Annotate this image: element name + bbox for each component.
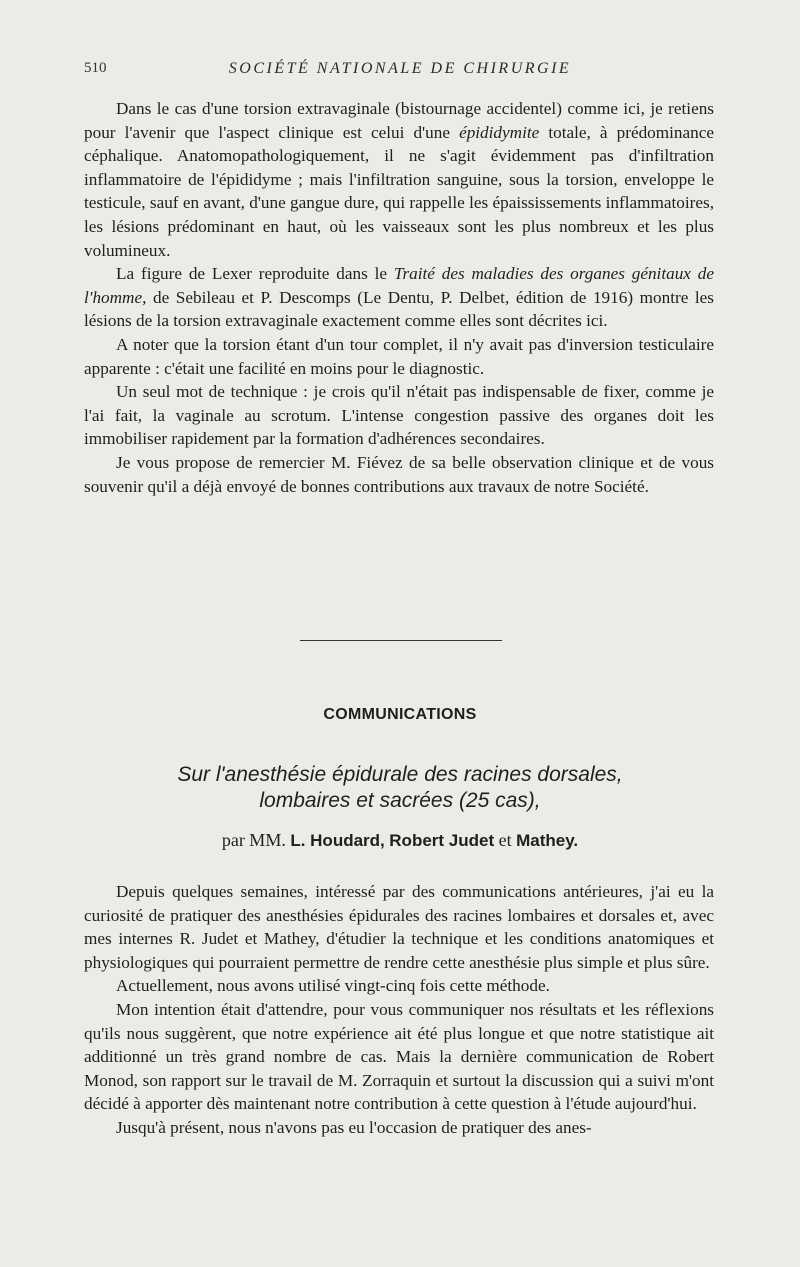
book-title: Traité des maladies des organes génitaux de l'homme, (84, 264, 714, 307)
running-head (84, 60, 716, 82)
paragraph: Actuellement, nous avons utilisé vingt-cinq fois cette méthode. (116, 976, 550, 996)
text-run: Dans le cas d'une torsion extravaginale (bistournage accidentel) comme ici, je retiens pour l'avenir que l'aspect clinique est celui d'une (84, 99, 714, 142)
authors-prefix: par MM. (221, 830, 291, 850)
paragraph: Jusqu'à présent, nous n'avons pas eu l'occasion de pratiquer des anes- (116, 1117, 592, 1137)
italic-term: épididymite (459, 122, 540, 142)
author-name: Mathey. (516, 831, 579, 850)
paragraph: Un seul mot de technique : je crois qu'il n'était pas indispensable de fixer, comme je l'ai fait, la vaginale au scrotum. L'intense congestion passive des organes doit les immobiliser rapidement par la formation d'adhérences secondaires. (84, 382, 714, 449)
text-run: La figure de Lexer reproduite dans le (116, 264, 394, 284)
paragraph: Je vous propose de remercier M. Fiévez de sa belle observation clinique et de vous souvenir qu'il a déjà envoyé de bonnes contributions aux travaux de notre Société. (84, 452, 714, 496)
paragraph: A noter que la torsion étant d'un tour complet, il n'y avait pas d'inversion testiculaire apparente : c'était une facilité en moins pour le diagnostic. (84, 334, 714, 378)
paragraph (84, 97, 714, 262)
page-number: 510 (84, 60, 107, 76)
article-authors (0, 830, 800, 851)
paragraph (84, 262, 714, 333)
paragraph: Depuis quelques semaines, intéressé par des communications antérieures, j'ai eu la curiosité de pratiquer des anesthésies épidurales des racines lombaires et dorsales et, avec mes internes R. Judet et Mathey, d'étudier la technique et les conditions anatomiques et physiologiques qui pourraient permettre de rendre cette anesthésie plus simple et plus sûre. (84, 882, 714, 972)
journal-title: SOCIÉTÉ NATIONALE DE CHIRURGIE (228, 60, 572, 77)
section-heading: COMMUNICATIONS (323, 706, 477, 723)
authors-joiner: et (494, 830, 517, 850)
text-run: de Sebileau et P. Descomps (Le Dentu, P. Delbet, édition de 1916) montre les lésions de la torsion extravaginale exactement comme elles sont décrites ici. (84, 287, 714, 331)
article-body-text (84, 880, 714, 1140)
article-title (0, 762, 800, 814)
author-name: L. Houdard, (290, 831, 385, 850)
text-run: totale, à prédominance céphalique. Anatomopathologiquement, il ne s'agit évidemment pas d'infiltration inflammatoire de l'épididyme ; mais l'infiltration sanguine, sous la torsion, enveloppe le testicule, sauf en avant, d'une gangue dure, qui rappelle les épaississements inflammatoires, les lésions prédominant en haut, où les vaisseaux sont les plus nombreux et les plus volumineux. (84, 122, 714, 260)
report-conclusion-text (84, 97, 714, 498)
paragraph: Mon intention était d'attendre, pour vous communiquer nos résultats et les réflexions qu'ils nous suggèrent, que notre expérience ait été plus longue et que notre statistique ait additionné un très grand nombre de cas. Mais la dernière communication de Robert Monod, son rapport sur le travail de M. Zorraquin et surtout la discussion qui a suivi m'ont décidé à apporter dès maintenant notre contribution à cette question à l'étude aujourd'hui. (84, 999, 714, 1114)
article-title-line: lombaires et sacrées (25 cas), (259, 789, 541, 812)
article-title-line: Sur l'anesthésie épidurale des racines dorsales, (177, 763, 623, 786)
section-divider (300, 640, 502, 641)
author-name: Robert Judet (389, 831, 495, 850)
